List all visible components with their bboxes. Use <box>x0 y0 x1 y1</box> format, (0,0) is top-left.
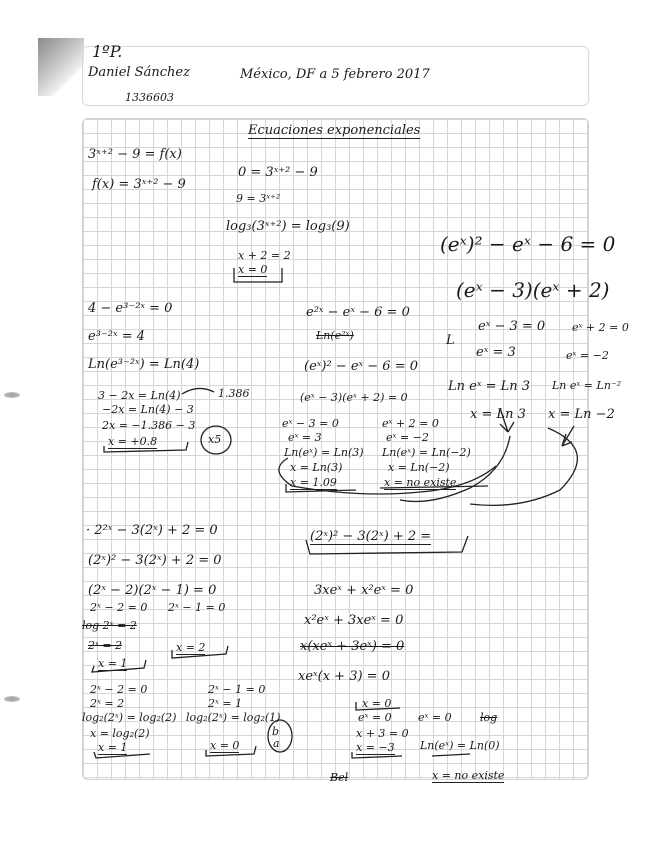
p3-line: 2ˣ − 1 = 0 <box>168 601 226 614</box>
p2-line: 3 − 2x = Ln(4) <box>98 389 181 402</box>
p1-work: 9 = 3ˣ⁺² <box>236 192 281 205</box>
p3-line: · 2²ˣ − 3(2ˣ) + 2 = 0 <box>86 523 218 538</box>
binder-hole <box>4 392 20 398</box>
p3-line: (2ˣ − 2)(2ˣ − 1) = 0 <box>88 583 217 598</box>
student-name: Daniel Sánchez <box>88 65 190 80</box>
p2-work: Ln(eˣ) = Ln(3) <box>284 446 364 459</box>
p1-work: 0 = 3ˣ⁺² − 9 <box>238 165 318 180</box>
p3-bottom-answer: x = 0 <box>210 739 240 752</box>
right-eq: eˣ = −2 <box>566 349 609 362</box>
right-eq: (eˣ − 3)(eˣ + 2) <box>456 278 610 302</box>
p3-line: (2ˣ)² − 3(2ˣ) + 2 = 0 <box>88 553 222 568</box>
p3-bottom: 2ˣ = 2 <box>90 697 125 710</box>
p4-bottom: eˣ = 0 <box>418 711 452 724</box>
page-fold-shadow <box>38 38 84 96</box>
corner-note: 1ºP. <box>92 42 123 61</box>
p3-bottom: 2ˣ = 1 <box>208 697 243 710</box>
p3-bottom: 2ˣ − 1 = 0 <box>208 683 266 696</box>
p3-bottom: x = log₂(2) <box>90 727 150 740</box>
page-title: Ecuaciones exponenciales <box>248 123 421 138</box>
right-eq: eˣ = 3 <box>476 345 516 360</box>
p3-line-crossed: log 2ˣ = 2 <box>82 619 137 632</box>
right-eq: eˣ + 2 = 0 <box>572 321 629 334</box>
p4-bottom-crossed: log <box>480 711 498 724</box>
p3-bottom-answer: x = 1 <box>98 741 128 754</box>
p2-work-crossed: Ln(e²ˣ) <box>316 329 354 342</box>
right-eq: L <box>446 333 455 348</box>
bottom-scribble: Bel <box>330 771 349 784</box>
p4-bottom: x + 3 = 0 <box>356 727 409 740</box>
p4-bottom: eˣ = 0 <box>358 711 392 724</box>
p2-work-answer: x = no existe <box>384 476 457 489</box>
p3-work: (2ˣ)² − 3(2ˣ) + 2 = <box>310 529 432 544</box>
p2-line: Ln(e³⁻²ˣ) = Ln(4) <box>88 357 200 372</box>
p3-bottom: 2ˣ − 2 = 0 <box>90 683 148 696</box>
p2-line: 4 − e³⁻²ˣ = 0 <box>88 301 173 316</box>
p2-work: Ln(eˣ) = Ln(−2) <box>382 446 471 459</box>
p4-bottom: Ln(eˣ) = Ln(0) <box>420 739 500 752</box>
place-date: México, DF a 5 febrero 2017 <box>240 67 430 82</box>
right-eq: x = Ln 3 <box>470 407 526 422</box>
p2-work-answer: x = 1.09 <box>290 476 337 489</box>
right-eq: (eˣ)² − eˣ − 6 = 0 <box>440 232 616 256</box>
p4-bottom-answer: x = −3 <box>356 741 395 754</box>
p2-work: x = Ln(−2) <box>388 461 450 474</box>
p2-line: −2x = Ln(4) − 3 <box>102 403 194 416</box>
p3-line-crossed: 2ˣ = 2 <box>88 639 123 652</box>
p2-circled: x5 <box>208 433 222 446</box>
p2-work: x = Ln(3) <box>290 461 343 474</box>
p3-bottom: log₂(2ˣ) = log₂(2) <box>82 711 177 724</box>
p2-line: 1.386 <box>218 387 250 400</box>
p4-line-crossed: x(xeˣ + 3eˣ) = 0 <box>300 639 405 654</box>
p3-circled-a: a <box>273 737 280 750</box>
p2-work: (eˣ)² − eˣ − 6 = 0 <box>304 359 418 374</box>
p1-line: 3ˣ⁺² − 9 = f(x) <box>88 147 182 162</box>
p1-work: log₃(3ˣ⁺²) = log₃(9) <box>226 219 350 234</box>
binder-hole <box>4 696 20 702</box>
p2-answer: x = +0.8 <box>108 435 158 448</box>
student-id: 1336603 <box>125 91 174 104</box>
right-eq: Ln eˣ = Ln 3 <box>448 379 531 394</box>
p1-line: f(x) = 3ˣ⁺² − 9 <box>92 177 186 192</box>
p2-work: (eˣ − 3)(eˣ + 2) = 0 <box>300 391 408 404</box>
right-eq: x = Ln −2 <box>548 407 615 422</box>
p2-work: eˣ = 3 <box>288 431 322 444</box>
p4-line: xeˣ(x + 3) = 0 <box>298 669 390 684</box>
p2-line: 2x = −1.386 − 3 <box>102 419 196 432</box>
p3-answer: x = 2 <box>176 641 206 654</box>
p2-work: eˣ + 2 = 0 <box>382 417 439 430</box>
p2-work: eˣ = −2 <box>386 431 429 444</box>
p2-work: e²ˣ − eˣ − 6 = 0 <box>306 305 410 320</box>
p2-line: e³⁻²ˣ = 4 <box>88 329 146 344</box>
p4-bottom: x = 0 <box>362 697 392 710</box>
right-eq: Ln eˣ = Ln⁻² <box>552 379 622 392</box>
p1-work: x + 2 = 2 <box>238 249 291 262</box>
p1-answer: x = 0 <box>238 263 268 276</box>
p3-answer: x = 1 <box>98 657 128 670</box>
p3-bottom: log₂(2ˣ) = log₂(1) <box>186 711 281 724</box>
p4-line: 3xeˣ + x²eˣ = 0 <box>314 583 414 598</box>
p3-circled-b: b <box>272 725 280 738</box>
p4-line: x²eˣ + 3xeˣ = 0 <box>304 613 404 628</box>
p4-answer: x = no existe <box>432 769 505 782</box>
p2-work: eˣ − 3 = 0 <box>282 417 339 430</box>
right-eq: eˣ − 3 = 0 <box>478 319 546 334</box>
p3-line: 2ˣ − 2 = 0 <box>90 601 148 614</box>
